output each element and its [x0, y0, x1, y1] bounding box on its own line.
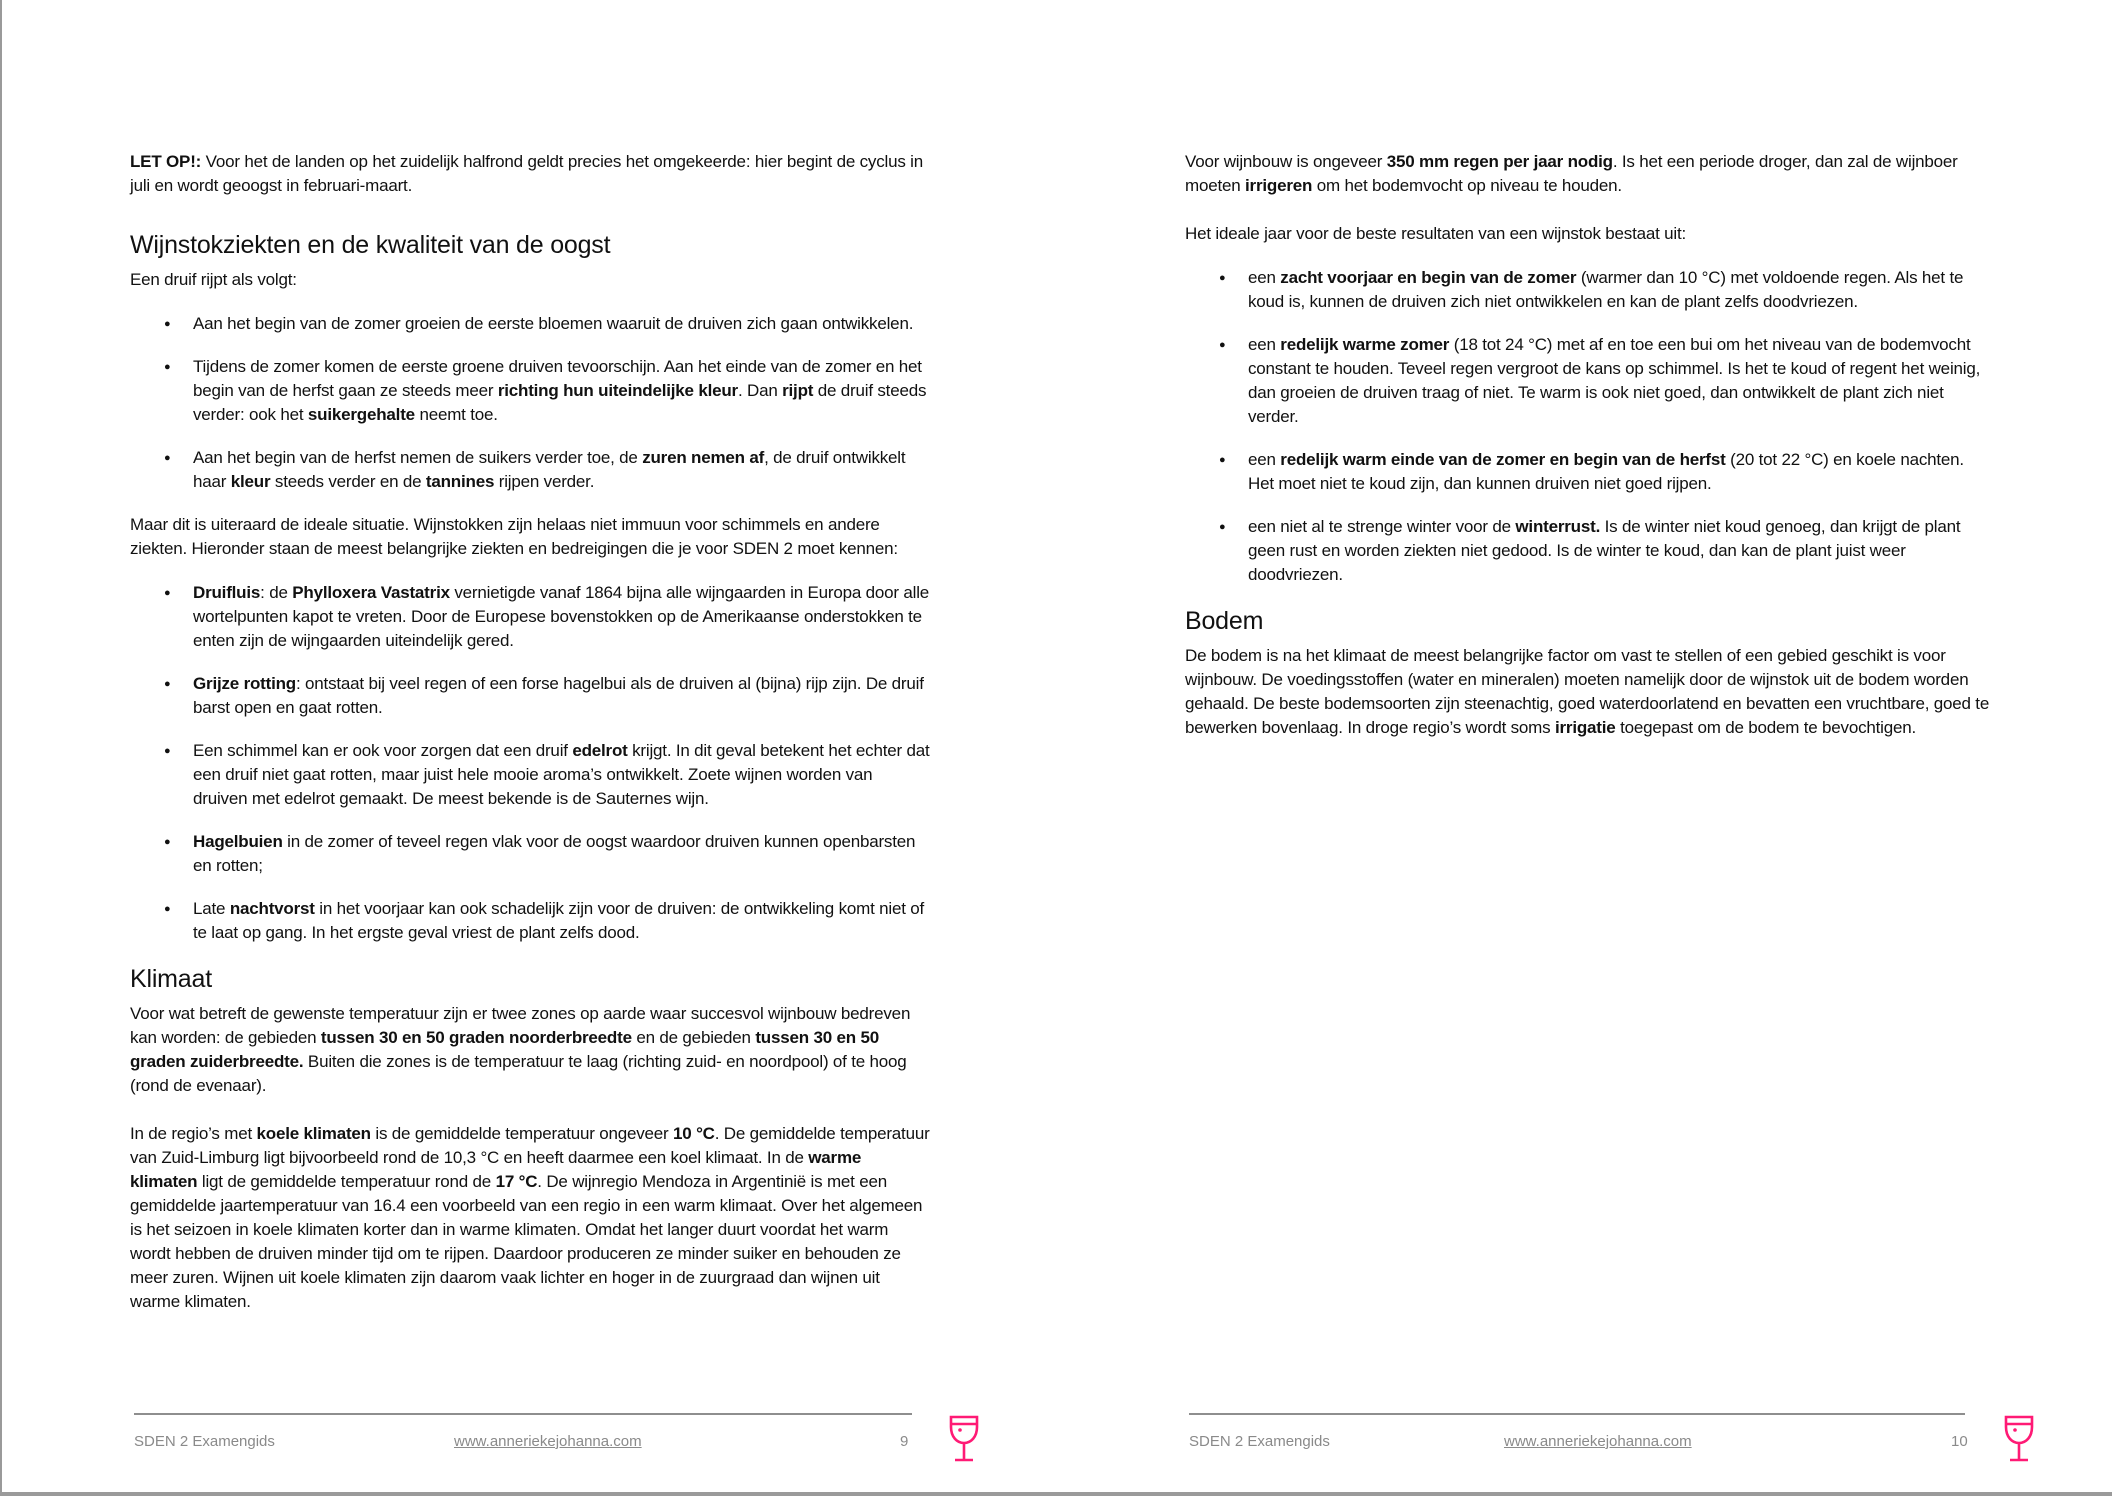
bullet-icon: ●	[164, 745, 171, 757]
bold-text: rijpt	[782, 381, 814, 400]
rain-paragraph	[1185, 150, 1990, 198]
list-item	[130, 672, 930, 720]
bold-text: 17 °C	[495, 1172, 538, 1191]
bullet-icon: ●	[164, 903, 171, 915]
note-label: LET OP!:	[130, 152, 202, 171]
bullet-icon: ●	[1219, 339, 1226, 351]
text-segment: toegepast om de bodem te bevochtigen.	[1615, 718, 1917, 737]
bold-text: 10 °C	[673, 1124, 715, 1143]
bold-text: tussen 30 en 50 graden zuiderbreedte.	[130, 1028, 879, 1071]
list-item	[130, 897, 930, 945]
text-segment: in het voorjaar kan ook schadelijk zijn voor de druiven: de ontwikkeling komt niet of te laat op gang. In het ergste geval vriest de plant zelfs dood.	[193, 899, 925, 942]
text-segment: Aan het begin van de zomer groeien de eerste bloemen waaruit de druiven zich gaan ontwikkelen.	[193, 314, 914, 333]
bold-text: suikergehalte	[307, 405, 415, 424]
footer-page-number: 9	[900, 1433, 909, 1450]
text-segment: . De wijnregio Mendoza in Argentinië is met een gemiddelde jaartemperatuur van 16.4 een voorbeeld van een regio in een warm klimaat. Over het algemeen is het seizoen in koele klimaten korter dan in warme klimaten. Omdat het langer duurt voordat het warm wordt hebben de druiven minder tijd om te rijpen. Daardoor produceren ze minder suiker en behouden ze meer zuren. Wijnen uit koele klimaten zijn daarom vaak lichter en hoger in de zuurgraad dan wijnen uit warme klimaten.	[130, 1172, 923, 1311]
footer-title: SDEN 2 Examengids	[1189, 1433, 1330, 1450]
window-edge-left	[0, 0, 2, 1496]
bold-text: Grijze rotting	[193, 674, 296, 693]
klimaat-paragraph-2	[130, 1122, 930, 1314]
text-segment: een	[1248, 335, 1281, 354]
wine-glass-icon	[1999, 1415, 2039, 1465]
text-segment: (18 tot 24 °C) met af en toe een bui om het niveau van de bodemvocht constant te houden. Teveel regen vergroot de kans op schimmel. Is het te koud of regent het weinig, dan groeien de druiven traag of niet. Te warm is ook niet goed, dan ontwikkelt de plant zich niet verder.	[1248, 335, 1981, 426]
text-segment: rijpen verder.	[494, 472, 595, 491]
section-heading-bodem: Bodem	[1185, 607, 1264, 635]
text-segment: Is de winter niet koud genoeg, dan krijgt de plant geen rust en worden ziekten niet gedood. Is de winter te koud, dan kan de plant juist weer doodvriezen.	[1248, 517, 1961, 584]
list-item	[130, 739, 930, 811]
list-item	[1185, 448, 1990, 496]
bold-text: warme klimaten	[130, 1148, 862, 1191]
bullet-icon: ●	[1219, 454, 1226, 466]
bullet-icon: ●	[164, 361, 171, 373]
text-segment: krijgt. In dit geval betekent het echter dat een druif niet gaat rotten, maar juist hele mooie aroma’s ontwikkelt. Zoete wijnen worden van druiven met edelrot gemaakt. De meest bekende is de Sauternes wijn.	[193, 741, 930, 808]
footer-page-number: 10	[1951, 1433, 1968, 1450]
bold-text: Druifluis	[193, 583, 261, 602]
text-segment: In de regio’s met	[130, 1124, 257, 1143]
bullet-icon: ●	[164, 318, 171, 330]
list-item	[130, 581, 930, 653]
text-segment: Een schimmel kan er ook voor zorgen dat een druif	[193, 741, 573, 760]
bullet-icon: ●	[164, 587, 171, 599]
footer-title: SDEN 2 Examengids	[134, 1433, 275, 1450]
text-segment: Buiten die zones is de temperatuur te laag (richting zuid- en noordpool) of te hoog (rond de evenaar).	[130, 1052, 907, 1095]
bold-text: koele klimaten	[256, 1124, 371, 1143]
footer-url-link[interactable]: www.anneriekejohanna.com	[454, 1433, 642, 1450]
section-heading-klimaat: Klimaat	[130, 965, 212, 993]
text-segment: . Dan	[737, 381, 783, 400]
text-segment: is de gemiddelde temperatuur ongeveer	[370, 1124, 674, 1143]
text-segment: Voor wijnbouw is ongeveer	[1185, 152, 1387, 171]
text-segment: ligt de gemiddelde temperatuur rond de	[197, 1172, 496, 1191]
bullet-icon: ●	[1219, 272, 1226, 284]
section-heading-wijnstokziekten: Wijnstokziekten en de kwaliteit van de oogst	[130, 231, 611, 259]
wine-glass-icon	[944, 1415, 984, 1465]
text-segment: in de zomer of teveel regen vlak voor de oogst waardoor druiven kunnen openbarsten en rotten;	[193, 832, 916, 875]
bold-text: tannines	[425, 472, 495, 491]
footer-rule	[134, 1413, 912, 1415]
list-item	[130, 355, 930, 427]
bold-text: 350 mm regen per jaar nodig	[1386, 152, 1613, 171]
list-item	[1185, 266, 1990, 314]
ideal-year-intro: Het ideale jaar voor de beste resultaten van een wijnstok bestaat uit:	[1185, 224, 1687, 243]
text-segment: en de gebieden	[631, 1028, 756, 1047]
text-segment: vernietigde vanaf 1864 bijna alle wijngaarden in Europa door alle wortelpunten kapot te vreten. Door de Europese bovenstokken op de Amerikaanse onderstokken te enten zijn de wijngaarden uiteindelijk gered.	[193, 583, 930, 650]
text-segment: steeds verder en de	[270, 472, 426, 491]
bold-text: zacht voorjaar en begin van de zomer	[1280, 268, 1577, 287]
bold-text: zuren nemen af	[642, 448, 765, 467]
bold-text: nachtvorst	[229, 899, 315, 918]
bold-text: redelijk warme zomer	[1280, 335, 1450, 354]
diseases-intro: Maar dit is uiteraard de ideale situatie. Wijnstokken zijn helaas niet immuun voor schimmels en andere ziekten. Hieronder staan de meest belangrijke ziekten en bedreigingen die je voor SDEN 2 moet kennen:	[130, 515, 898, 558]
page-9-content	[130, 150, 930, 1338]
text-segment: : de	[260, 583, 293, 602]
text-segment: Aan het begin van de herfst nemen de suikers verder toe, de	[193, 448, 643, 467]
list-item	[130, 312, 930, 336]
bullet-icon: ●	[164, 452, 171, 464]
text-segment: een niet al te strenge winter voor de	[1248, 517, 1516, 536]
bold-text: winterrust.	[1515, 517, 1601, 536]
bold-text: kleur	[230, 472, 271, 491]
text-segment: neemt toe.	[414, 405, 498, 424]
bold-text: irrigeren	[1245, 176, 1313, 195]
bold-text: Phylloxera Vastatrix	[292, 583, 450, 602]
klimaat-paragraph-1	[130, 1002, 930, 1098]
list-item	[130, 446, 930, 494]
bodem-paragraph	[1185, 644, 1990, 740]
text-segment: : ontstaat bij veel regen of een forse hagelbui als de druiven al (bijna) rijp zijn. De druif barst open en gaat rotten.	[193, 674, 924, 717]
note-paragraph	[130, 150, 930, 198]
text-segment: Tijdens de zomer komen de eerste groene druiven tevoorschijn. Aan het einde van de zomer en het begin van de herfst gaan ze steeds meer	[193, 357, 922, 400]
window-edge-bottom	[0, 1492, 2112, 1496]
footer-rule	[1189, 1413, 1965, 1415]
text-segment: . Is het een periode droger, dan zal de wijnboer moeten	[1185, 152, 1958, 195]
bold-text: irrigatie	[1554, 718, 1616, 737]
text-segment: Voor wat betreft de gewenste temperatuur zijn er twee zones op aarde waar succesvol wijnbouw bedreven kan worden: de gebieden	[130, 1004, 911, 1047]
bold-text: richting hun uiteindelijke kleur	[497, 381, 738, 400]
list-item	[130, 830, 930, 878]
bullet-icon: ●	[164, 678, 171, 690]
ideal-year-list	[1185, 266, 1990, 587]
ripening-intro: Een druif rijpt als volgt:	[130, 270, 297, 289]
text-segment: De bodem is na het klimaat de meest belangrijke factor om vast te stellen of een gebied geschikt is voor wijnbouw. De voedingsstoffen (water en mineralen) moeten namelijk door de wijnstok uit de bodem worden gehaald. De beste bodemsoorten zijn steenachtig, goed waterdoorlatend en bevatten een vruchtbare, goed te bewerken bovenlaag. In droge regio’s wordt soms	[1185, 646, 1990, 737]
list-item	[1185, 333, 1990, 429]
text-segment: . De gemiddelde temperatuur van Zuid-Limburg ligt bijvoorbeeld rond de 10,3 °C en heeft daarmee een koel klimaat. In de	[130, 1124, 930, 1167]
text-segment: een	[1248, 450, 1281, 469]
text-segment: Late	[193, 899, 230, 918]
bold-text: Hagelbuien	[193, 832, 283, 851]
bullet-icon: ●	[164, 836, 171, 848]
text-segment: , de druif ontwikkelt haar	[193, 448, 906, 491]
bullet-icon: ●	[1219, 521, 1226, 533]
ripening-list	[130, 312, 930, 494]
diseases-list	[130, 581, 930, 945]
text-segment: om het bodemvocht op niveau te houden.	[1312, 176, 1622, 195]
text-segment: een	[1248, 268, 1281, 287]
text-segment: (20 tot 22 °C) en koele nachten. Het moet niet te koud zijn, dan kunnen druiven niet goed rijpen.	[1248, 450, 1964, 493]
text-segment: de druif steeds verder: ook het	[193, 381, 927, 424]
bold-text: edelrot	[572, 741, 628, 760]
text-segment: (warmer dan 10 °C) met voldoende regen. Als het te koud is, kunnen de druiven zich niet ontwikkelen en kan de plant zelfs doodvriezen.	[1248, 268, 1964, 311]
note-text: Voor het de landen op het zuidelijk halfrond geldt precies het omgekeerde: hier begint de cyclus in juli en wordt geoogst in februari-maart.	[130, 152, 923, 195]
page-10-content	[1185, 150, 1990, 764]
list-item	[1185, 515, 1990, 587]
footer-url-link[interactable]: www.anneriekejohanna.com	[1504, 1433, 1692, 1450]
bold-text: redelijk warm einde van de zomer en begin van de herfst	[1280, 450, 1726, 469]
bold-text: tussen 30 en 50 graden noorderbreedte	[320, 1028, 632, 1047]
